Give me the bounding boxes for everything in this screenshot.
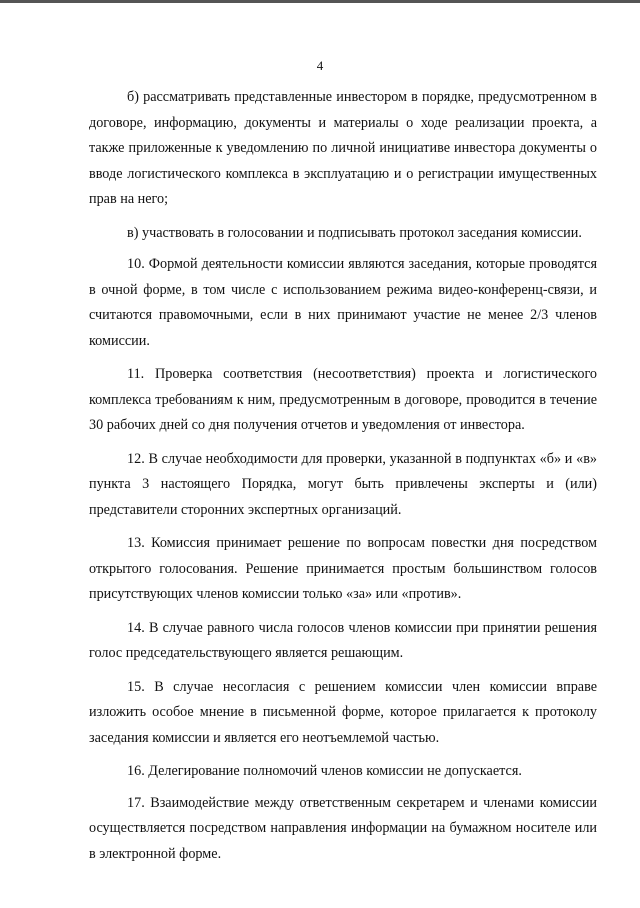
paragraph-v: в) участвовать в голосовании и подписывать протокол заседания комиссии. [127, 224, 582, 241]
paragraph-12: 12. В случае необходимости для проверки, указанной в подпунктах «б» и «в» пункта 3 настоящего Порядка, могут быть привлечены эксперты и (или) представители сторонних экспертных организаций. [89, 450, 597, 518]
paragraph-10: 10. Формой деятельности комиссии являются заседания, которые проводятся в очной форме, в том числе с использованием режима видео-конференц-связи, и считаются правомочными, если в них принимают участие не менее 2/3 членов комиссии. [89, 256, 597, 349]
paragraph-17: 17. Взаимодействие между ответственным секретарем и членами комиссии осуществляется посредством направления информации на бумажном носителе или в электронной форме. [89, 794, 597, 862]
paragraph-14: 14. В случае равного числа голосов членов комиссии при принятии решения голос председательствующего является решающим. [89, 619, 597, 661]
document-body [89, 85, 597, 875]
scan-top-edge [0, 0, 640, 3]
paragraph-16: 16. Делегирование полномочий членов комиссии не допускается. [127, 763, 522, 779]
page-number: 4 [316, 58, 324, 73]
paragraph-11: 11. Проверка соответствия (несоответствия) проекта и логистического комплекса требованиям к ним, предусмотренным в договоре, проводится в течение 30 рабочих дней со дня получения отчетов и уведомления от инвестора. [89, 366, 597, 433]
paragraph-15: 15. В случае несогласия с решением комиссии член комиссии вправе изложить особое мнение в письменной форме, которое прилагается к протоколу заседания комиссии и является его неотъемлемой частью. [89, 678, 597, 746]
paragraph-b: б) рассматривать представленные инвестором в порядке, предусмотренном в договоре, информацию, документы и материалы о ходе реализации проекта, а также приложенные к уведомлению по личной инициативе инвестора документы о вводе логистического комплекса в эксплуатацию и о регистрации имущественных прав на него; [89, 89, 597, 207]
paragraph-13: 13. Комиссия принимает решение по вопросам повестки дня посредством открытого голосования. Решение принимается простым большинством голосов присутствующих членов комиссии только «за» или «против». [89, 535, 597, 602]
